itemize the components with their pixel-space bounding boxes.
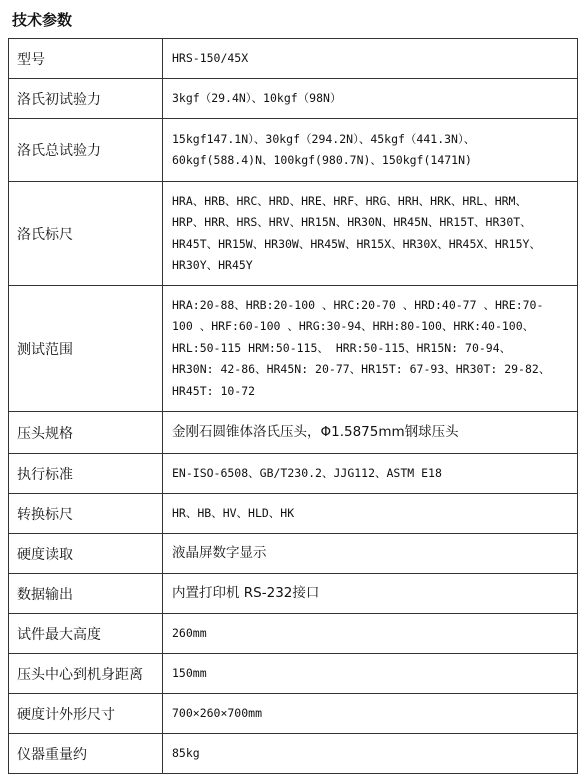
spec-label: 仪器重量约: [9, 734, 163, 774]
spec-value-line: 液晶屏数字显示: [172, 544, 267, 561]
table-row: [9, 614, 578, 654]
spec-value: [163, 454, 578, 494]
page-title: 技术参数: [12, 11, 73, 29]
spec-value: [163, 614, 578, 654]
spec-value-line: HR30Y、HR45Y: [172, 258, 253, 272]
spec-value: [163, 182, 578, 286]
table-row: [9, 534, 578, 574]
spec-value: [163, 574, 578, 614]
spec-value: [163, 734, 578, 774]
spec-value-line: 260mm: [172, 625, 207, 640]
spec-value-line: 150mm: [172, 665, 207, 680]
spec-value: [163, 286, 578, 412]
spec-value-line: 金刚石圆锥体洛氏压头，Φ1.5875mm钢球压头: [172, 423, 459, 440]
spec-value: [163, 412, 578, 454]
spec-value-line: 100 、HRF:60-100 、HRG:30-94、HRH:80-100、HRK:40-100、: [172, 319, 535, 334]
spec-value: [163, 494, 578, 534]
table-row: [9, 494, 578, 534]
spec-label: 洛氏初试验力: [9, 79, 163, 119]
spec-table: [8, 38, 578, 774]
spec-value: [163, 694, 578, 734]
spec-value-line: HR、HB、HV、HLD、HK: [172, 505, 295, 520]
spec-value-line: 700×260×700mm: [172, 705, 263, 720]
spec-value-line: 60kgf(588.4)N、100kgf(980.7N)、150kgf(1471N): [172, 153, 472, 167]
spec-label: 测试范围: [9, 286, 163, 412]
spec-value-line: HR30N: 42-86、HR45N: 20-77、HR15T: 67-93、HR30T: 29-82、: [172, 362, 551, 377]
table-row: [9, 654, 578, 694]
spec-value-line: HRS-150/45X: [172, 50, 249, 65]
spec-value-line: EN-ISO-6508、GB/T230.2、JJG112、ASTM E18: [172, 465, 442, 480]
spec-value: [163, 119, 578, 182]
spec-label: 硬度读取: [9, 534, 163, 574]
table-row: [9, 182, 578, 286]
spec-value-line: 15kgf147.1N）、30kgf（294.2N）、45kgf（441.3N）、: [172, 131, 476, 146]
spec-label: 洛氏总试验力: [9, 119, 163, 182]
spec-label: 洛氏标尺: [9, 182, 163, 286]
table-row: [9, 39, 578, 79]
spec-value-line: HRP、HRR、HRS、HRV、HR15N、HR30N、HR45N、HR15T、HR30T、: [172, 215, 532, 229]
spec-value-line: 内置打印机 RS-232接口: [172, 584, 320, 601]
table-row: [9, 454, 578, 494]
spec-label: 执行标准: [9, 454, 163, 494]
spec-value-line: HRA:20-88、HRB:20-100 、HRC:20-70 、HRD:40-77 、HRE:70-: [172, 297, 544, 312]
spec-value-line: 3kgf（29.4N）、10kgf（98N）: [172, 90, 342, 105]
table-row: [9, 119, 578, 182]
table-row: [9, 286, 578, 412]
spec-value: [163, 79, 578, 119]
spec-label: 硬度计外形尺寸: [9, 694, 163, 734]
table-row: [9, 79, 578, 119]
spec-value: [163, 534, 578, 574]
spec-label: 数据输出: [9, 574, 163, 614]
spec-value-line: HR45T: 10-72: [172, 383, 256, 398]
spec-label: 试件最大高度: [9, 614, 163, 654]
spec-value-line: HRA、HRB、HRC、HRD、HRE、HRF、HRG、HRH、HRK、HRL、HRM、: [172, 193, 527, 208]
spec-value-line: HR45T、HR15W、HR30W、HR45W、HR15X、HR30X、HR45X、HR15Y、: [172, 236, 541, 251]
spec-value: [163, 39, 578, 79]
table-row: [9, 574, 578, 614]
spec-value: [163, 654, 578, 694]
table-row: [9, 734, 578, 774]
spec-label: 转换标尺: [9, 494, 163, 534]
spec-label: 压头中心到机身距离: [9, 654, 163, 694]
spec-table-body: [9, 39, 578, 774]
spec-label: 型号: [9, 39, 163, 79]
table-row: [9, 412, 578, 454]
spec-label: 压头规格: [9, 412, 163, 454]
table-row: [9, 694, 578, 734]
spec-value-line: 85kg: [172, 745, 200, 760]
spec-value-line: HRL:50-115 HRM:50-115、 HRR:50-115、HR15N: 70-94、: [172, 340, 512, 355]
